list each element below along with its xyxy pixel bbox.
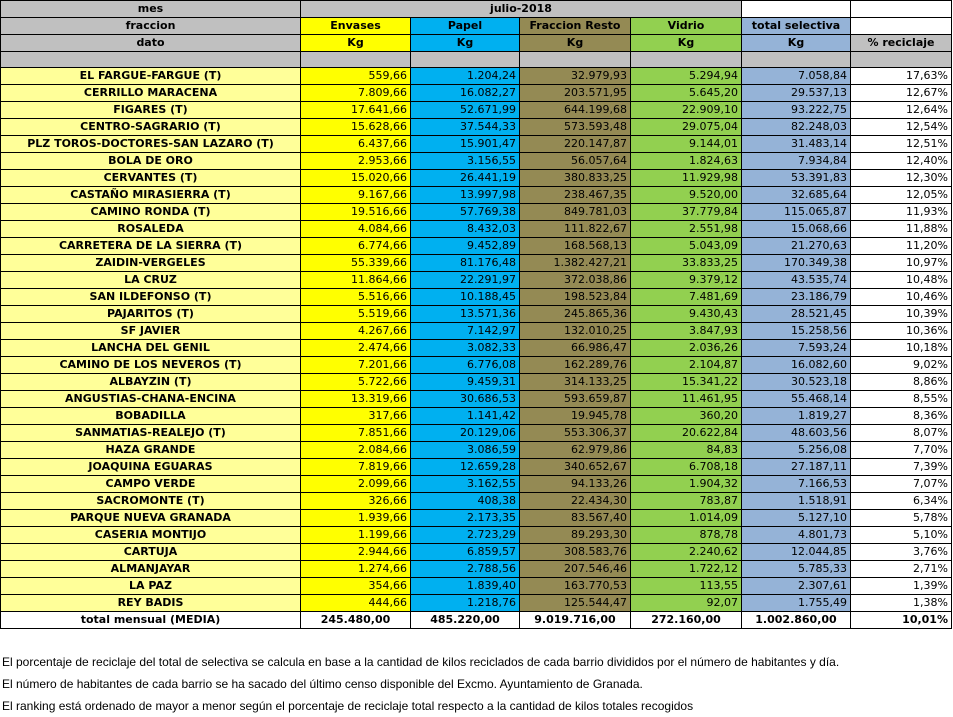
empty-cell[interactable] xyxy=(742,1,851,18)
barrio-name[interactable]: SACROMONTE (T) xyxy=(1,493,301,510)
envases-value[interactable]: 559,66 xyxy=(301,68,411,85)
unit-resto[interactable]: Kg xyxy=(520,35,631,52)
barrio-name[interactable]: ALBAYZIN (T) xyxy=(1,374,301,391)
vidrio-value[interactable]: 2.551,98 xyxy=(631,221,742,238)
resto-value[interactable]: 163.770,53 xyxy=(520,578,631,595)
total-value[interactable]: 16.082,60 xyxy=(742,357,851,374)
resto-value[interactable]: 372.038,86 xyxy=(520,272,631,289)
table-row xyxy=(1,595,952,612)
resto-value[interactable]: 32.979,93 xyxy=(520,68,631,85)
barrio-name[interactable]: CENTRO-SAGRARIO (T) xyxy=(1,119,301,136)
pct-value[interactable]: 12,51% xyxy=(851,136,952,153)
papel-value[interactable]: 2.788,56 xyxy=(411,561,520,578)
table-row xyxy=(1,272,952,289)
table-row xyxy=(1,68,952,85)
vidrio-value[interactable]: 9.430,43 xyxy=(631,306,742,323)
envases-value[interactable]: 1.199,66 xyxy=(301,527,411,544)
col-papel[interactable]: Papel xyxy=(411,18,520,35)
col-vidrio[interactable]: Vidrio xyxy=(631,18,742,35)
vidrio-value[interactable]: 29.075,04 xyxy=(631,119,742,136)
empty-cell[interactable] xyxy=(851,1,952,18)
papel-value[interactable]: 3.086,59 xyxy=(411,442,520,459)
vidrio-value[interactable]: 1.904,32 xyxy=(631,476,742,493)
total-value[interactable]: 48.603,56 xyxy=(742,425,851,442)
resto-value[interactable]: 162.289,76 xyxy=(520,357,631,374)
unit-envases[interactable]: Kg xyxy=(301,35,411,52)
envases-value[interactable]: 317,66 xyxy=(301,408,411,425)
header-row-dato xyxy=(1,35,952,52)
vidrio-value[interactable]: 33.833,25 xyxy=(631,255,742,272)
barrio-name[interactable]: BOLA DE ORO xyxy=(1,153,301,170)
resto-value[interactable]: 308.583,76 xyxy=(520,544,631,561)
envases-value[interactable]: 5.722,66 xyxy=(301,374,411,391)
resto-value[interactable]: 340.652,67 xyxy=(520,459,631,476)
total-value[interactable]: 7.166,53 xyxy=(742,476,851,493)
resto-value[interactable]: 553.306,37 xyxy=(520,425,631,442)
pct-value[interactable]: 10,39% xyxy=(851,306,952,323)
envases-value[interactable]: 17.641,66 xyxy=(301,102,411,119)
barrio-name[interactable]: FIGARES (T) xyxy=(1,102,301,119)
header-row-month xyxy=(1,1,952,18)
envases-value[interactable]: 9.167,66 xyxy=(301,187,411,204)
empty-cell[interactable] xyxy=(631,52,742,68)
barrio-name[interactable]: CAMPO VERDE xyxy=(1,476,301,493)
unit-papel[interactable]: Kg xyxy=(411,35,520,52)
resto-value[interactable]: 198.523,84 xyxy=(520,289,631,306)
barrio-name[interactable]: SANMATIAS-REALEJO (T) xyxy=(1,425,301,442)
vidrio-value[interactable]: 3.847,93 xyxy=(631,323,742,340)
resto-value[interactable]: 203.571,95 xyxy=(520,85,631,102)
table-row xyxy=(1,306,952,323)
pct-value[interactable]: 3,76% xyxy=(851,544,952,561)
pct-value[interactable]: 5,78% xyxy=(851,510,952,527)
resto-value[interactable]: 207.546,46 xyxy=(520,561,631,578)
envases-value[interactable]: 7.851,66 xyxy=(301,425,411,442)
total-value[interactable]: 4.801,73 xyxy=(742,527,851,544)
total-value[interactable]: 23.186,79 xyxy=(742,289,851,306)
vidrio-value[interactable]: 6.708,18 xyxy=(631,459,742,476)
empty-cell[interactable] xyxy=(520,52,631,68)
envases-value[interactable]: 15.628,66 xyxy=(301,119,411,136)
vidrio-value[interactable]: 783,87 xyxy=(631,493,742,510)
pct-value[interactable]: 12,40% xyxy=(851,153,952,170)
total-value[interactable]: 27.187,11 xyxy=(742,459,851,476)
papel-value[interactable]: 1.218,76 xyxy=(411,595,520,612)
total-value[interactable]: 28.521,45 xyxy=(742,306,851,323)
envases-value[interactable]: 1.939,66 xyxy=(301,510,411,527)
table-row xyxy=(1,391,952,408)
vidrio-value[interactable]: 1.824,63 xyxy=(631,153,742,170)
papel-value[interactable]: 52.671,99 xyxy=(411,102,520,119)
papel-value[interactable]: 7.142,97 xyxy=(411,323,520,340)
table-row xyxy=(1,323,952,340)
footnotes xyxy=(2,651,839,717)
header-row-fraccion xyxy=(1,18,952,35)
papel-value[interactable]: 20.129,06 xyxy=(411,425,520,442)
table-row xyxy=(1,119,952,136)
barrio-name[interactable]: REY BADIS xyxy=(1,595,301,612)
pct-value[interactable]: 7,70% xyxy=(851,442,952,459)
total-label[interactable]: total mensual (MEDIA) xyxy=(1,612,301,629)
total-value[interactable]: 7.593,24 xyxy=(742,340,851,357)
envases-value[interactable]: 5.519,66 xyxy=(301,306,411,323)
vidrio-value[interactable]: 84,83 xyxy=(631,442,742,459)
table-row xyxy=(1,153,952,170)
table-row xyxy=(1,544,952,561)
resto-value[interactable]: 238.467,35 xyxy=(520,187,631,204)
papel-value[interactable]: 1.839,40 xyxy=(411,578,520,595)
envases-value[interactable]: 354,66 xyxy=(301,578,411,595)
pct-value[interactable]: 17,63% xyxy=(851,68,952,85)
unit-vidrio[interactable]: Kg xyxy=(631,35,742,52)
vidrio-value[interactable]: 2.036,26 xyxy=(631,340,742,357)
label-mes[interactable]: mes xyxy=(1,1,301,18)
papel-value[interactable]: 13.571,36 xyxy=(411,306,520,323)
papel-value[interactable]: 9.452,89 xyxy=(411,238,520,255)
resto-value[interactable]: 245.865,36 xyxy=(520,306,631,323)
barrio-name[interactable]: LA PAZ xyxy=(1,578,301,595)
pct-value[interactable]: 8,86% xyxy=(851,374,952,391)
table-row xyxy=(1,289,952,306)
envases-value[interactable]: 11.864,66 xyxy=(301,272,411,289)
papel-value[interactable]: 30.686,53 xyxy=(411,391,520,408)
barrio-name[interactable]: BOBADILLA xyxy=(1,408,301,425)
papel-value[interactable]: 2.173,35 xyxy=(411,510,520,527)
label-dato[interactable]: dato xyxy=(1,35,301,52)
envases-value[interactable]: 2.944,66 xyxy=(301,544,411,561)
resto-value[interactable]: 573.593,48 xyxy=(520,119,631,136)
total-vidrio[interactable]: 272.160,00 xyxy=(631,612,742,629)
barrio-name[interactable]: CAMINO RONDA (T) xyxy=(1,204,301,221)
pct-value[interactable]: 7,07% xyxy=(851,476,952,493)
envases-value[interactable]: 15.020,66 xyxy=(301,170,411,187)
barrio-name[interactable]: EL FARGUE-FARGUE (T) xyxy=(1,68,301,85)
col-envases[interactable]: Envases xyxy=(301,18,411,35)
envases-value[interactable]: 6.437,66 xyxy=(301,136,411,153)
vidrio-value[interactable]: 15.341,22 xyxy=(631,374,742,391)
vidrio-value[interactable]: 5.645,20 xyxy=(631,85,742,102)
resto-value[interactable]: 62.979,86 xyxy=(520,442,631,459)
table-row xyxy=(1,357,952,374)
barrio-name[interactable]: CARTUJA xyxy=(1,544,301,561)
vidrio-value[interactable]: 9.520,00 xyxy=(631,187,742,204)
vidrio-value[interactable]: 1.722,12 xyxy=(631,561,742,578)
envases-value[interactable]: 19.516,66 xyxy=(301,204,411,221)
total-value[interactable]: 29.537,13 xyxy=(742,85,851,102)
resto-value[interactable]: 56.057,64 xyxy=(520,153,631,170)
empty-cell[interactable] xyxy=(1,52,301,68)
resto-value[interactable]: 314.133,25 xyxy=(520,374,631,391)
unit-total[interactable]: Kg xyxy=(742,35,851,52)
empty-cell[interactable] xyxy=(411,52,520,68)
resto-value[interactable]: 125.544,47 xyxy=(520,595,631,612)
envases-value[interactable]: 55.339,66 xyxy=(301,255,411,272)
resto-value[interactable]: 111.822,67 xyxy=(520,221,631,238)
vidrio-value[interactable]: 11.929,98 xyxy=(631,170,742,187)
table-row xyxy=(1,476,952,493)
barrio-name[interactable]: SF JAVIER xyxy=(1,323,301,340)
table-row xyxy=(1,255,952,272)
pct-value[interactable]: 12,67% xyxy=(851,85,952,102)
resto-value[interactable]: 83.567,40 xyxy=(520,510,631,527)
barrio-name[interactable]: PARQUE NUEVA GRANADA xyxy=(1,510,301,527)
vidrio-value[interactable]: 2.104,87 xyxy=(631,357,742,374)
table-row xyxy=(1,527,952,544)
envases-value[interactable]: 7.201,66 xyxy=(301,357,411,374)
envases-value[interactable]: 2.474,66 xyxy=(301,340,411,357)
pct-value[interactable]: 9,02% xyxy=(851,357,952,374)
total-value[interactable]: 2.307,61 xyxy=(742,578,851,595)
spacer-row xyxy=(1,52,952,68)
total-value[interactable]: 115.065,87 xyxy=(742,204,851,221)
vidrio-value[interactable]: 22.909,10 xyxy=(631,102,742,119)
papel-value[interactable]: 9.459,31 xyxy=(411,374,520,391)
papel-value[interactable]: 37.544,33 xyxy=(411,119,520,136)
total-pct[interactable]: 10,01% xyxy=(851,612,952,629)
col-total[interactable]: total selectiva xyxy=(742,18,851,35)
barrio-name[interactable]: ROSALEDA xyxy=(1,221,301,238)
pct-value[interactable]: 10,97% xyxy=(851,255,952,272)
vidrio-value[interactable]: 9.144,01 xyxy=(631,136,742,153)
label-fraccion[interactable]: fraccion xyxy=(1,18,301,35)
pct-value[interactable]: 10,18% xyxy=(851,340,952,357)
papel-value[interactable]: 6.776,08 xyxy=(411,357,520,374)
pct-value[interactable]: 12,54% xyxy=(851,119,952,136)
resto-value[interactable]: 380.833,25 xyxy=(520,170,631,187)
resto-value[interactable]: 22.434,30 xyxy=(520,493,631,510)
vidrio-value[interactable]: 7.481,69 xyxy=(631,289,742,306)
vidrio-value[interactable]: 113,55 xyxy=(631,578,742,595)
table-row xyxy=(1,85,952,102)
papel-value[interactable]: 81.176,48 xyxy=(411,255,520,272)
vidrio-value[interactable]: 92,07 xyxy=(631,595,742,612)
total-value[interactable]: 93.222,75 xyxy=(742,102,851,119)
barrio-name[interactable]: PLZ TOROS-DOCTORES-SAN LAZARO (T) xyxy=(1,136,301,153)
pct-value[interactable]: 12,30% xyxy=(851,170,952,187)
resto-value[interactable]: 220.147,87 xyxy=(520,136,631,153)
barrio-name[interactable]: CERVANTES (T) xyxy=(1,170,301,187)
envases-value[interactable]: 444,66 xyxy=(301,595,411,612)
pct-value[interactable]: 11,88% xyxy=(851,221,952,238)
table-row xyxy=(1,408,952,425)
vidrio-value[interactable]: 2.240,62 xyxy=(631,544,742,561)
papel-value[interactable]: 3.082,33 xyxy=(411,340,520,357)
resto-value[interactable]: 849.781,03 xyxy=(520,204,631,221)
note-line: El número de habitantes de cada barrio se ha sacado del último censo disponible del Excmo. Ayuntamiento de Granada. xyxy=(2,677,643,691)
envases-value[interactable]: 4.267,66 xyxy=(301,323,411,340)
papel-value[interactable]: 26.441,19 xyxy=(411,170,520,187)
resto-value[interactable]: 593.659,87 xyxy=(520,391,631,408)
barrio-name[interactable]: PAJARITOS (T) xyxy=(1,306,301,323)
resto-value[interactable]: 94.133,26 xyxy=(520,476,631,493)
table-row xyxy=(1,459,952,476)
empty-cell[interactable] xyxy=(742,52,851,68)
table-row xyxy=(1,510,952,527)
barrio-name[interactable]: ALMANJAYAR xyxy=(1,561,301,578)
resto-value[interactable]: 644.199,68 xyxy=(520,102,631,119)
papel-value[interactable]: 3.162,55 xyxy=(411,476,520,493)
total-value[interactable]: 32.685,64 xyxy=(742,187,851,204)
papel-value[interactable]: 1.141,42 xyxy=(411,408,520,425)
envases-value[interactable]: 13.319,66 xyxy=(301,391,411,408)
papel-value[interactable]: 13.997,98 xyxy=(411,187,520,204)
barrio-name[interactable]: ZAIDIN-VERGELES xyxy=(1,255,301,272)
month-value[interactable]: julio-2018 xyxy=(301,1,742,18)
papel-value[interactable]: 6.859,57 xyxy=(411,544,520,561)
papel-value[interactable]: 1.204,24 xyxy=(411,68,520,85)
vidrio-value[interactable]: 1.014,09 xyxy=(631,510,742,527)
total-value[interactable]: 53.391,83 xyxy=(742,170,851,187)
papel-value[interactable]: 8.432,03 xyxy=(411,221,520,238)
table-row xyxy=(1,561,952,578)
barrio-name[interactable]: LANCHA DEL GENIL xyxy=(1,340,301,357)
total-value[interactable]: 43.535,74 xyxy=(742,272,851,289)
papel-value[interactable]: 22.291,97 xyxy=(411,272,520,289)
total-value[interactable]: 5.785,33 xyxy=(742,561,851,578)
pct-value[interactable]: 11,20% xyxy=(851,238,952,255)
envases-value[interactable]: 5.516,66 xyxy=(301,289,411,306)
resto-value[interactable]: 66.986,47 xyxy=(520,340,631,357)
envases-value[interactable]: 7.819,66 xyxy=(301,459,411,476)
vidrio-value[interactable]: 5.043,09 xyxy=(631,238,742,255)
envases-value[interactable]: 6.774,66 xyxy=(301,238,411,255)
total-value[interactable]: 55.468,14 xyxy=(742,391,851,408)
barrio-name[interactable]: CARRETERA DE LA SIERRA (T) xyxy=(1,238,301,255)
table-row xyxy=(1,578,952,595)
pct-value[interactable]: 6,34% xyxy=(851,493,952,510)
envases-value[interactable]: 2.099,66 xyxy=(301,476,411,493)
pct-value[interactable]: 2,71% xyxy=(851,561,952,578)
total-resto[interactable]: 9.019.716,00 xyxy=(520,612,631,629)
empty-cell[interactable] xyxy=(851,52,952,68)
note-line: El porcentaje de reciclaje del total de selectiva se calcula en base a la cantidad de kilos reciclados de cada barrio divididos por el número de habitantes y día. xyxy=(2,655,840,669)
vidrio-value[interactable]: 9.379,12 xyxy=(631,272,742,289)
note-line: El ranking está ordenado de mayor a menor según el porcentaje de reciclaje total respecto a la cantidad de kilos totales recogidos xyxy=(2,699,694,713)
table-row xyxy=(1,170,952,187)
barrio-name[interactable]: JOAQUINA EGUARAS xyxy=(1,459,301,476)
total-value[interactable]: 1.755,49 xyxy=(742,595,851,612)
pct-value[interactable]: 5,10% xyxy=(851,527,952,544)
vidrio-value[interactable]: 878,78 xyxy=(631,527,742,544)
table-row xyxy=(1,221,952,238)
barrio-name[interactable]: CAMINO DE LOS NEVEROS (T) xyxy=(1,357,301,374)
barrio-name[interactable]: CASERIA MONTIJO xyxy=(1,527,301,544)
barrio-name[interactable]: SAN ILDEFONSO (T) xyxy=(1,289,301,306)
table-row xyxy=(1,340,952,357)
col-empty[interactable] xyxy=(851,18,952,35)
total-papel[interactable]: 485.220,00 xyxy=(411,612,520,629)
table-row xyxy=(1,187,952,204)
barrio-name[interactable]: CASTAÑO MIRASIERRA (T) xyxy=(1,187,301,204)
barrio-name[interactable]: ANGUSTIAS-CHANA-ENCINA xyxy=(1,391,301,408)
envases-value[interactable]: 1.274,66 xyxy=(301,561,411,578)
barrio-name[interactable]: HAZA GRANDE xyxy=(1,442,301,459)
barrio-name[interactable]: CERRILLO MARACENA xyxy=(1,85,301,102)
pct-value[interactable]: 10,48% xyxy=(851,272,952,289)
table-row xyxy=(1,442,952,459)
pct-value[interactable]: 10,46% xyxy=(851,289,952,306)
papel-value[interactable]: 16.082,27 xyxy=(411,85,520,102)
resto-value[interactable]: 132.010,25 xyxy=(520,323,631,340)
pct-value[interactable]: 8,36% xyxy=(851,408,952,425)
vidrio-value[interactable]: 360,20 xyxy=(631,408,742,425)
table-row xyxy=(1,204,952,221)
total-value[interactable]: 170.349,38 xyxy=(742,255,851,272)
total-value[interactable]: 30.523,18 xyxy=(742,374,851,391)
papel-value[interactable]: 57.769,38 xyxy=(411,204,520,221)
total-value[interactable]: 7.058,84 xyxy=(742,68,851,85)
pct-value[interactable]: 1,38% xyxy=(851,595,952,612)
envases-value[interactable]: 2.084,66 xyxy=(301,442,411,459)
envases-value[interactable]: 2.953,66 xyxy=(301,153,411,170)
pct-value[interactable]: 12,05% xyxy=(851,187,952,204)
pct-value[interactable]: 8,07% xyxy=(851,425,952,442)
table-row xyxy=(1,136,952,153)
total-value[interactable]: 31.483,14 xyxy=(742,136,851,153)
total-value[interactable]: 1.819,27 xyxy=(742,408,851,425)
resto-value[interactable]: 19.945,78 xyxy=(520,408,631,425)
empty-cell[interactable] xyxy=(301,52,411,68)
pct-value[interactable]: 1,39% xyxy=(851,578,952,595)
total-row xyxy=(1,612,952,629)
envases-value[interactable]: 4.084,66 xyxy=(301,221,411,238)
total-value[interactable]: 15.068,66 xyxy=(742,221,851,238)
pct-value[interactable]: 10,36% xyxy=(851,323,952,340)
papel-value[interactable]: 3.156,55 xyxy=(411,153,520,170)
total-value[interactable]: 5.127,10 xyxy=(742,510,851,527)
pct-value[interactable]: 11,93% xyxy=(851,204,952,221)
papel-value[interactable]: 408,38 xyxy=(411,493,520,510)
unit-pct[interactable]: % reciclaje xyxy=(851,35,952,52)
papel-value[interactable]: 2.723,29 xyxy=(411,527,520,544)
pct-value[interactable]: 8,55% xyxy=(851,391,952,408)
table-row xyxy=(1,238,952,255)
vidrio-value[interactable]: 20.622,84 xyxy=(631,425,742,442)
envases-value[interactable]: 7.809,66 xyxy=(301,85,411,102)
papel-value[interactable]: 12.659,28 xyxy=(411,459,520,476)
total-value[interactable]: 7.934,84 xyxy=(742,153,851,170)
resto-value[interactable]: 168.568,13 xyxy=(520,238,631,255)
resto-value[interactable]: 1.382.427,21 xyxy=(520,255,631,272)
resto-value[interactable]: 89.293,30 xyxy=(520,527,631,544)
total-value[interactable]: 1.518,91 xyxy=(742,493,851,510)
papel-value[interactable]: 15.901,47 xyxy=(411,136,520,153)
pct-value[interactable]: 12,64% xyxy=(851,102,952,119)
total-envases[interactable]: 245.480,00 xyxy=(301,612,411,629)
table-row xyxy=(1,374,952,391)
vidrio-value[interactable]: 11.461,95 xyxy=(631,391,742,408)
barrio-name[interactable]: LA CRUZ xyxy=(1,272,301,289)
total-selectiva[interactable]: 1.002.860,00 xyxy=(742,612,851,629)
vidrio-value[interactable]: 5.294,94 xyxy=(631,68,742,85)
papel-value[interactable]: 10.188,45 xyxy=(411,289,520,306)
total-value[interactable]: 21.270,63 xyxy=(742,238,851,255)
total-value[interactable]: 12.044,85 xyxy=(742,544,851,561)
pct-value[interactable]: 7,39% xyxy=(851,459,952,476)
envases-value[interactable]: 326,66 xyxy=(301,493,411,510)
total-value[interactable]: 15.258,56 xyxy=(742,323,851,340)
total-value[interactable]: 5.256,08 xyxy=(742,442,851,459)
table-row xyxy=(1,425,952,442)
vidrio-value[interactable]: 37.779,84 xyxy=(631,204,742,221)
total-value[interactable]: 82.248,03 xyxy=(742,119,851,136)
col-resto[interactable]: Fraccion Resto xyxy=(520,18,631,35)
table-row xyxy=(1,102,952,119)
table-row xyxy=(1,493,952,510)
